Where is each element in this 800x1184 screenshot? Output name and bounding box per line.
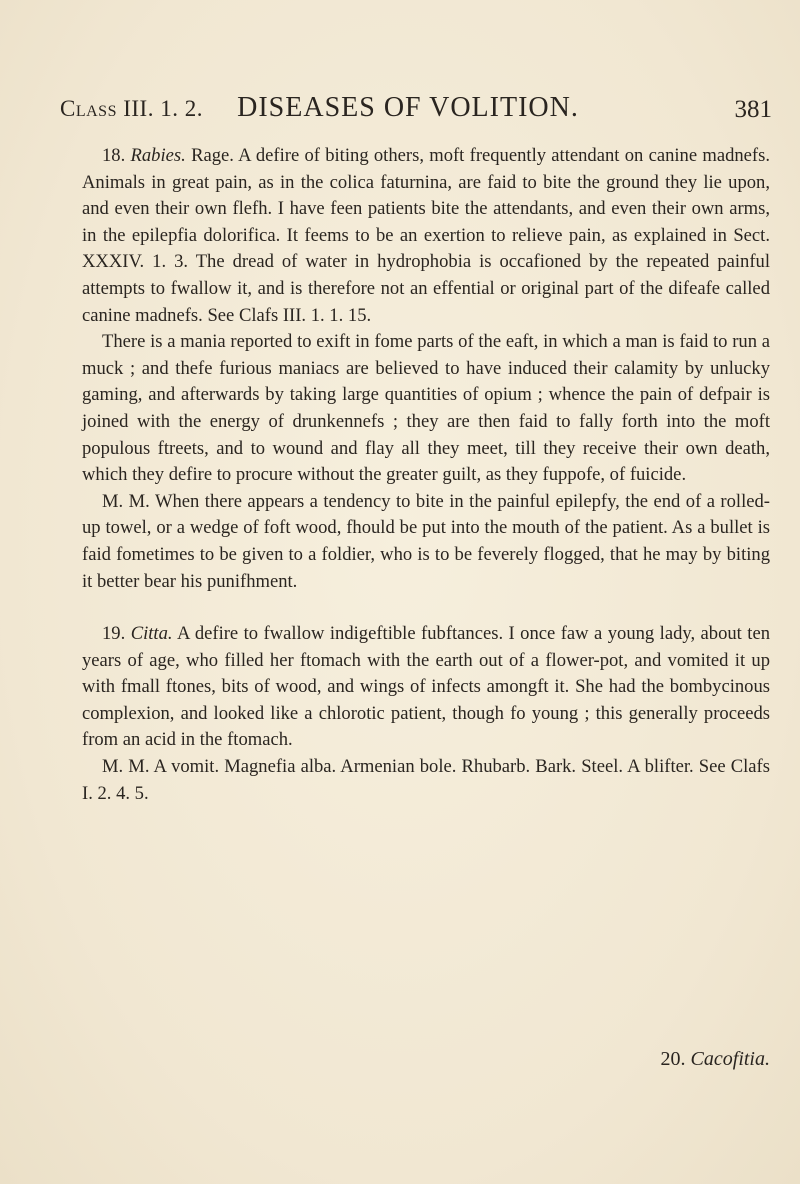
paragraph-citta [82, 621, 770, 754]
entry-title: Citta. [130, 623, 173, 645]
class-reference: Class III. 1. 2. [60, 96, 203, 121]
entry-number: 18. [102, 145, 126, 166]
paragraph-muck [82, 329, 770, 489]
running-header [60, 92, 772, 136]
paragraph-mm-citta [82, 754, 770, 807]
catchword-title: Cacofitia. [690, 1048, 770, 1070]
paragraph-mm-rabies [82, 489, 770, 595]
paragraph-text: M. M. When there appears a tendency to bite in the painful epilepfy, the end of a rolled-up towel, or a wedge of foft wood, fhould be put into the mouth of the patient. As a bullet is faid fometimes to be given to a foldier, who is to be feverely flogged, that he may by biting it better bear his punifhment. [82, 490, 770, 592]
entry-title: Rabies. [130, 145, 186, 166]
paragraph-text: M. M. A vomit. Magnefia alba. Armenian bole. Rhubarb. Bark. Steel. A blifter. See Clafs I. 2. 4. 5. [82, 756, 770, 804]
catchword-number: 20. [660, 1048, 686, 1070]
paragraph-text: Rage. A defire of biting others, moft frequently attendant on canine madnefs. Animals in great pain, as in the colica faturnina, are faid to bite the ground they lie upon, and even their own flefh. I have feen patients bite the attendants, and even their own arms, in the epilepfia dolorifica. It feems to be an exertion to relieve pain, as explained in Sect. XXXIV. 1. 3. The dread of water in hydrophobia is occafioned by the repeated painful attempts to fwallow it, and is therefore not an effential or original part of the difeafe called canine madnefs. See Clafs III. 1. 1. 15. [82, 145, 771, 326]
page-title: DISEASES OF VOLITION. [237, 92, 579, 123]
paragraph-rabies [82, 143, 770, 329]
paragraph-text: A defire to fwallow indigeftible fubftances. I once faw a young lady, about ten years of age, who filled her ftomach with the earth out of a flower-pot, and vomited it up with fmall ftones, bits of wood, and wings of infects amongft it. She had the bombycinous complexion, and looked like a chlorotic patient, though fo young ; this generally proceeds from an acid in the ftomach. [82, 623, 771, 751]
entry-number: 19. [102, 623, 126, 645]
catchword [661, 1048, 770, 1071]
body-text [82, 143, 770, 807]
paragraph-text: There is a mania reported to exift in fome parts of the eaft, in which a man is faid to run a muck ; and thefe furious maniacs are believed to have induced their calamity by unlucky gaming, and afterwards by taking large quantities of opium ; whence the pain of defpair is joined with the energy of drunkennefs ; they are then faid to fally forth into the moft populous ftreets, and to wound and flay all they meet, till they receive their own death, which they defire to procure without the greater guilt, as they fuppofe, of fuicide. [82, 331, 770, 486]
page-number: 381 [734, 96, 772, 123]
